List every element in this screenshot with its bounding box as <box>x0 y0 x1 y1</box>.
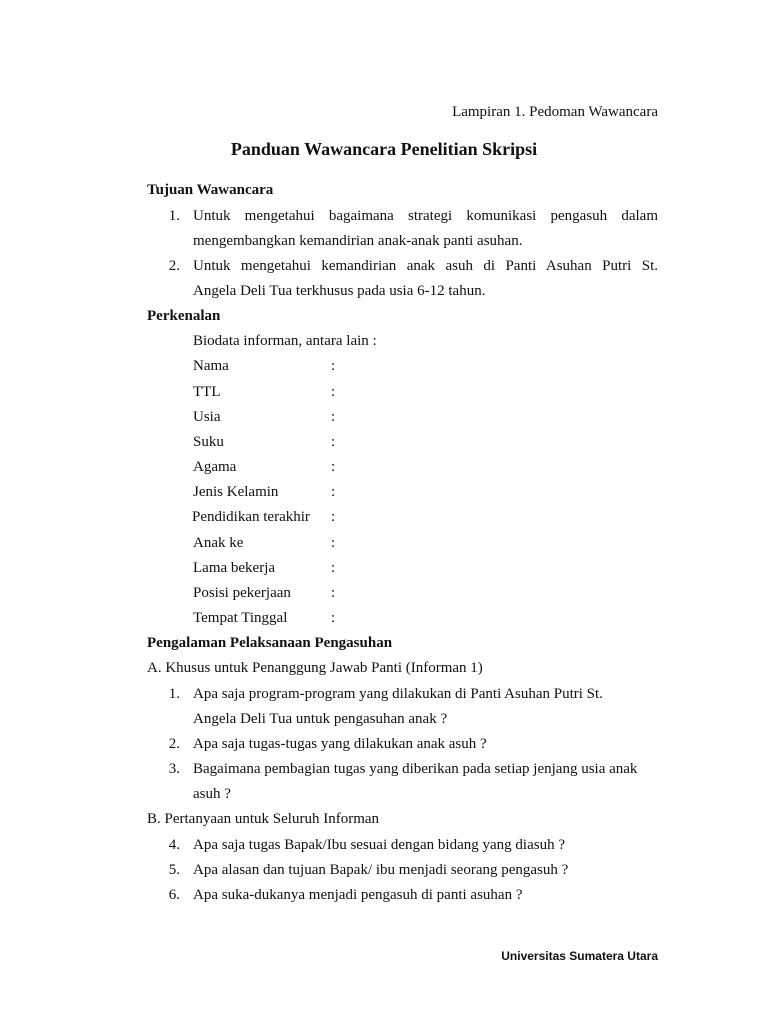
list-item-text: Apa saja tugas-tugas yang dilakukan anak asuh ? <box>193 736 487 752</box>
biodata-field-label: Agama <box>193 459 237 475</box>
biodata-field-label: Posisi pekerjaan <box>193 585 291 601</box>
list-number: 2. <box>168 736 180 752</box>
section-heading-pengalaman: Pengalaman Pelaksanaan Pengasuhan <box>147 635 393 651</box>
list-item-text: Apa suka-dukanya menjadi pengasuh di panti asuhan ? <box>193 887 523 903</box>
list-item-text: Bagaimana pembagian tugas yang diberikan pada setiap jenjang usia anak <box>193 761 638 777</box>
subsection-b-heading: B. Pertanyaan untuk Seluruh Informan <box>147 811 380 827</box>
subsection-a-heading: A. Khusus untuk Penanggung Jawab Panti (Informan 1) <box>147 660 483 676</box>
footer-university: Universitas Sumatera Utara <box>501 949 658 963</box>
list-number: 4. <box>168 837 180 853</box>
biodata-field-label: TTL <box>193 384 221 400</box>
biodata-field-colon: : <box>331 358 336 374</box>
list-number: 2. <box>168 258 180 274</box>
list-item-text: Apa saja program-program yang dilakukan di Panti Asuhan Putri St. <box>193 686 603 702</box>
biodata-field-colon: : <box>331 459 336 475</box>
appendix-label: Lampiran 1. Pedoman Wawancara <box>452 104 658 120</box>
list-number: 1. <box>168 686 180 702</box>
biodata-field-label: Tempat Tinggal <box>193 610 288 626</box>
biodata-field-colon: : <box>331 610 336 626</box>
list-item-text: Apa saja tugas Bapak/Ibu sesuai dengan bidang yang diasuh ? <box>193 837 565 853</box>
biodata-field-label: Pendidikan terakhir <box>192 509 310 525</box>
biodata-field-label: Suku <box>193 434 224 450</box>
biodata-field-label: Lama bekerja <box>193 560 276 576</box>
section-heading-perkenalan: Perkenalan <box>147 308 221 324</box>
list-item-text: Angela Deli Tua terkhusus pada usia 6-12 tahun. <box>193 283 486 299</box>
biodata-field-label: Nama <box>193 358 229 374</box>
biodata-field-colon: : <box>331 409 336 425</box>
biodata-field-colon: : <box>331 509 336 525</box>
biodata-field-colon: : <box>331 585 336 601</box>
biodata-field-colon: : <box>331 560 336 576</box>
list-number: 6. <box>168 887 180 903</box>
biodata-field-colon: : <box>331 484 336 500</box>
list-item-text: Apa alasan dan tujuan Bapak/ ibu menjadi seorang pengasuh ? <box>193 862 569 878</box>
biodata-field-colon: : <box>331 434 336 450</box>
biodata-field-colon: : <box>331 535 336 551</box>
list-item-text: mengembangkan kemandirian anak-anak panti asuhan. <box>193 233 523 249</box>
list-number: 5. <box>168 862 180 878</box>
list-item-text: Angela Deli Tua untuk pengasuhan anak ? <box>193 711 448 727</box>
list-item-text: Untuk mengetahui bagaimana strategi komunikasi pengasuh dalam <box>193 208 658 224</box>
list-number: 1. <box>168 208 180 224</box>
page-title: Panduan Wawancara Penelitian Skripsi <box>230 139 538 159</box>
biodata-intro: Biodata informan, antara lain : <box>193 333 377 349</box>
biodata-field-label: Anak ke <box>193 535 244 551</box>
biodata-field-label: Jenis Kelamin <box>193 484 279 500</box>
biodata-field-colon: : <box>331 384 336 400</box>
section-heading-tujuan: Tujuan Wawancara <box>147 182 274 198</box>
biodata-field-label: Usia <box>193 409 221 425</box>
list-number: 3. <box>168 761 180 777</box>
list-item-text: asuh ? <box>193 786 231 802</box>
list-item-text: Untuk mengetahui kemandirian anak asuh di Panti Asuhan Putri St. <box>193 258 658 274</box>
